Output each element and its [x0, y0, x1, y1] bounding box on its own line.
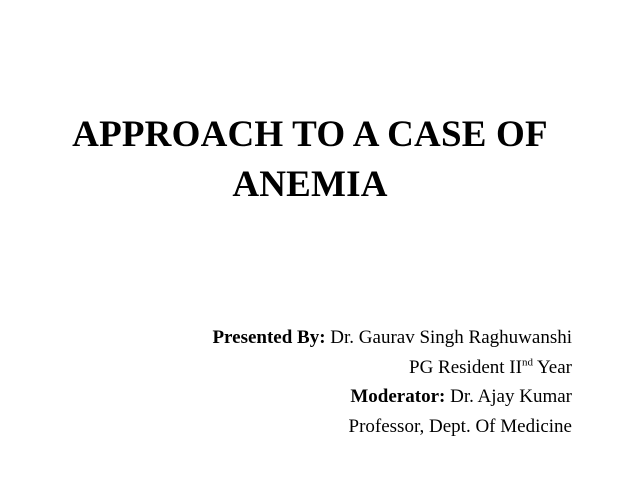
presented-by-label: Presented By:	[212, 327, 326, 348]
presenter-name: Dr. Gaurav Singh Raghuwanshi	[325, 327, 572, 348]
presenter-line	[92, 323, 572, 353]
moderator-line	[92, 382, 572, 412]
moderator-name: Dr. Ajay Kumar	[445, 386, 572, 407]
presenter-role-superscript: nd	[521, 356, 533, 369]
title-line-1: APPROACH TO A CASE OF	[72, 114, 548, 155]
title-line-2: ANEMIA	[232, 164, 388, 205]
slide-title	[40, 110, 580, 210]
presenter-block	[92, 323, 572, 441]
moderator-role: Professor, Dept. Of Medicine	[348, 415, 572, 437]
presenter-role-prefix: PG Resident II	[409, 356, 522, 378]
presenter-role-suffix: Year	[532, 356, 572, 378]
moderator-label: Moderator:	[350, 386, 446, 407]
presenter-role-line	[92, 353, 572, 383]
